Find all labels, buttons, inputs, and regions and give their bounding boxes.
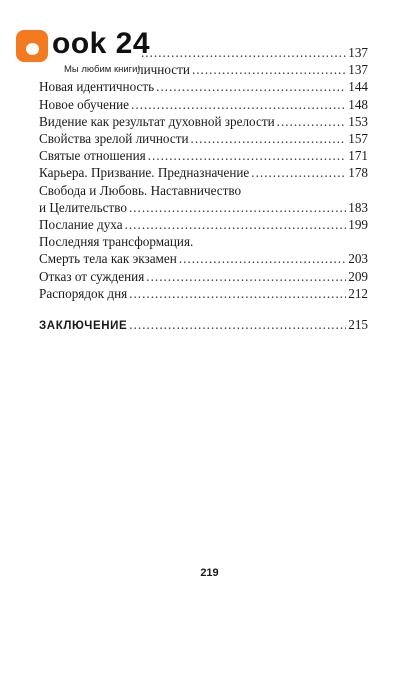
toc-entry-page: 137 — [348, 45, 368, 60]
toc-leader-dots — [192, 61, 346, 78]
toc-entry-page: 178 — [348, 165, 368, 181]
toc-entry-page: 157 — [348, 131, 368, 147]
toc-leader-dots — [146, 268, 346, 285]
toc-leader-dots — [129, 316, 346, 333]
toc-leader-dots — [277, 113, 347, 130]
toc-entry — [39, 78, 368, 95]
toc-entry — [39, 250, 368, 267]
page-number: 219 — [200, 567, 219, 579]
toc-entry-page: 212 — [348, 285, 368, 301]
toc-entry — [39, 61, 368, 78]
toc-leader-dots — [148, 147, 347, 164]
toc-entry-title: и Целительство — [39, 199, 127, 215]
table-of-contents — [39, 44, 368, 335]
toc-entry-title: Карьера. Призвание. Предназначение — [39, 165, 250, 181]
toc-entry-page: 199 — [348, 217, 368, 233]
toc-entry-page: 153 — [348, 113, 368, 129]
toc-entry — [39, 233, 368, 250]
toc-entry-title: Распорядок дня — [39, 285, 128, 301]
toc-entry — [39, 96, 368, 113]
toc-entry-title: Последняя трансформация. — [39, 234, 194, 250]
toc-entry — [39, 113, 368, 130]
toc-entry — [39, 199, 368, 216]
toc-entry — [39, 164, 368, 181]
toc-entry-page: 137 — [348, 62, 368, 78]
toc-entry — [39, 130, 368, 147]
toc-entry-page: 209 — [348, 268, 368, 284]
toc-entry — [39, 147, 368, 164]
toc-leader-dots — [129, 199, 346, 216]
toc-entry-page: 171 — [348, 148, 368, 164]
toc-entry — [39, 268, 368, 285]
toc-entry-title: Видение как результат духовной зрелости — [39, 113, 275, 129]
toc-entry-page: 215 — [348, 317, 368, 333]
toc-entry — [39, 285, 368, 302]
toc-leader-dots — [179, 250, 346, 267]
toc-entry-page: 144 — [348, 79, 368, 95]
toc-leader-dots — [156, 78, 346, 95]
toc-conclusion-entry — [39, 316, 368, 335]
toc-entry — [39, 216, 368, 233]
toc-leader-dots — [131, 96, 346, 113]
book24-logo-text: ook 24 — [52, 27, 151, 60]
toc-entry-page: 148 — [348, 96, 368, 112]
toc-entry — [39, 182, 368, 199]
toc-entry — [39, 44, 368, 61]
toc-entry-title: Свобода и Любовь. Наставничество — [39, 182, 242, 198]
toc-entry-title: Новое обучение — [39, 96, 130, 112]
toc-entry-page: 203 — [348, 251, 368, 267]
toc-entry-title: Смерть тела как экзамен — [39, 251, 177, 267]
toc-entry-title: личности — [137, 62, 190, 78]
toc-entry-title: Отказ от суждения — [39, 268, 145, 284]
toc-leader-dots — [125, 216, 347, 233]
toc-entry-title: Святые отношения — [39, 148, 146, 164]
toc-leader-dots — [129, 285, 346, 302]
toc-entry-page: 183 — [348, 199, 368, 215]
section-gap — [39, 302, 368, 316]
toc-entry-title: Новая идентичность — [39, 79, 155, 95]
toc-entry-title: Свойства зрелой личности — [39, 131, 189, 147]
toc-leader-dots — [251, 164, 346, 181]
toc-entry-title: ЗАКЛЮЧЕНИЕ — [39, 320, 128, 333]
toc-leader-dots — [191, 130, 347, 147]
book24-slogan: Мы любим книги! — [64, 64, 141, 75]
toc-entry-title: Послание духа — [39, 217, 123, 233]
toc-leader-dots — [141, 44, 346, 61]
